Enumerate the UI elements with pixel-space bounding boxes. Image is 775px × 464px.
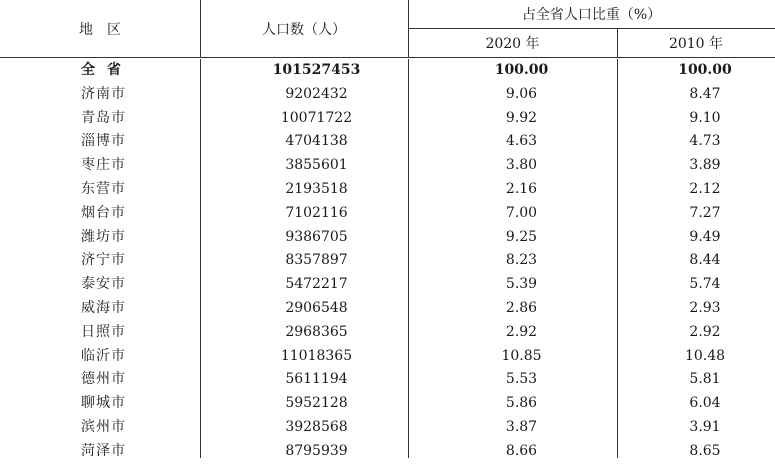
share-2020-cell: 9.92 xyxy=(505,109,538,126)
share-2020-cell: 3.87 xyxy=(505,418,538,435)
region-cell: 滨州市 xyxy=(81,418,126,435)
table-row xyxy=(0,107,775,131)
population-table xyxy=(0,59,775,464)
population-cell: 9202432 xyxy=(285,85,348,102)
population-cell: 3928568 xyxy=(285,418,348,435)
share-2010-cell: 5.74 xyxy=(689,276,721,293)
share-2020-cell: 2.86 xyxy=(505,299,538,316)
share-2020-cell: 4.63 xyxy=(505,133,538,150)
region-cell: 济南市 xyxy=(81,85,126,102)
share-2020-cell: 5.39 xyxy=(505,276,538,293)
share-2020-cell: 3.80 xyxy=(505,157,538,174)
region-cell: 淄博市 xyxy=(81,133,126,150)
table-row xyxy=(0,392,775,416)
share-2010-cell: 2.12 xyxy=(689,180,721,197)
population-cell: 8795939 xyxy=(285,442,348,459)
share-2020-cell: 7.00 xyxy=(505,204,538,221)
share-2010-cell: 3.91 xyxy=(689,418,721,435)
region-cell: 潍坊市 xyxy=(81,228,126,245)
region-cell: 菏泽市 xyxy=(81,442,126,459)
table-row xyxy=(0,83,775,107)
header-share-group: 占全省人口比重（%） xyxy=(521,7,662,23)
share-2010-cell: 10.48 xyxy=(684,347,726,364)
region-cell: 东营市 xyxy=(81,180,126,197)
header-divider xyxy=(200,0,201,57)
population-cell: 2968365 xyxy=(285,323,348,340)
share-2020-cell: 2.92 xyxy=(505,323,538,340)
population-cell: 5611194 xyxy=(285,371,348,388)
population-cell: 9386705 xyxy=(285,228,348,245)
population-cell: 5472217 xyxy=(285,276,348,293)
table-row xyxy=(0,273,775,297)
population-cell: 10071722 xyxy=(280,109,353,126)
share-2020-cell: 9.25 xyxy=(505,228,538,245)
share-2020-cell: 10.85 xyxy=(501,347,542,364)
share-2010-cell: 3.89 xyxy=(689,157,721,174)
table-row xyxy=(0,416,775,440)
header-year-2010: 2010 年 xyxy=(668,36,724,52)
share-2010-cell: 8.47 xyxy=(689,85,721,102)
population-cell: 101527453 xyxy=(272,62,361,78)
population-cell: 2906548 xyxy=(285,299,348,316)
share-2020-cell: 2.16 xyxy=(505,180,538,197)
population-cell: 5952128 xyxy=(285,395,348,412)
table-row xyxy=(0,154,775,178)
region-cell: 济宁市 xyxy=(81,252,126,269)
share-2020-cell: 8.66 xyxy=(505,442,538,459)
table-row-total xyxy=(0,59,775,83)
share-2010-cell: 8.44 xyxy=(689,252,721,269)
share-2010-cell: 8.65 xyxy=(689,442,721,459)
population-cell: 11018365 xyxy=(280,347,353,364)
region-cell: 德州市 xyxy=(81,371,126,388)
header-year-2020: 2020 年 xyxy=(485,36,540,52)
share-2020-cell: 9.06 xyxy=(505,85,538,102)
header-subdivider xyxy=(408,28,775,29)
region-cell: 泰安市 xyxy=(81,276,126,293)
table-row xyxy=(0,368,775,392)
table-row xyxy=(0,226,775,250)
share-2010-cell: 7.27 xyxy=(689,204,721,221)
region-cell: 全省 xyxy=(81,62,133,78)
share-2010-cell: 2.93 xyxy=(689,299,721,316)
share-2010-cell: 6.04 xyxy=(689,395,721,412)
header-region: 地 区 xyxy=(79,21,121,38)
header-bottom-rule xyxy=(0,57,775,58)
share-2010-cell: 100.00 xyxy=(678,62,732,78)
table-row xyxy=(0,130,775,154)
population-cell: 7102116 xyxy=(285,204,348,221)
region-cell: 聊城市 xyxy=(81,395,126,412)
population-cell: 3855601 xyxy=(285,157,348,174)
region-cell: 临沂市 xyxy=(81,347,126,364)
share-2020-cell: 5.53 xyxy=(505,371,538,388)
table-row xyxy=(0,321,775,345)
table-row xyxy=(0,345,775,369)
region-cell: 烟台市 xyxy=(81,204,126,221)
population-cell: 2193518 xyxy=(285,180,348,197)
share-2010-cell: 5.81 xyxy=(689,371,721,388)
region-cell: 威海市 xyxy=(81,299,126,316)
table-header xyxy=(0,0,775,58)
region-cell: 日照市 xyxy=(81,323,126,340)
share-2010-cell: 4.73 xyxy=(689,133,721,150)
region-cell: 枣庄市 xyxy=(81,157,126,174)
share-2010-cell: 2.92 xyxy=(689,323,721,340)
table-row xyxy=(0,440,775,464)
table-row xyxy=(0,249,775,273)
table-row xyxy=(0,202,775,226)
share-2020-cell: 8.23 xyxy=(505,252,538,269)
population-cell: 8357897 xyxy=(285,252,348,269)
share-2010-cell: 9.10 xyxy=(689,109,721,126)
share-2010-cell: 9.49 xyxy=(689,228,721,245)
table-row xyxy=(0,297,775,321)
share-2020-cell: 100.00 xyxy=(494,62,549,78)
header-population: 人口数（人） xyxy=(262,21,346,38)
population-cell: 4704138 xyxy=(285,133,348,150)
share-2020-cell: 5.86 xyxy=(505,395,538,412)
header-divider xyxy=(617,28,618,57)
table-row xyxy=(0,178,775,202)
region-cell: 青岛市 xyxy=(81,109,126,126)
